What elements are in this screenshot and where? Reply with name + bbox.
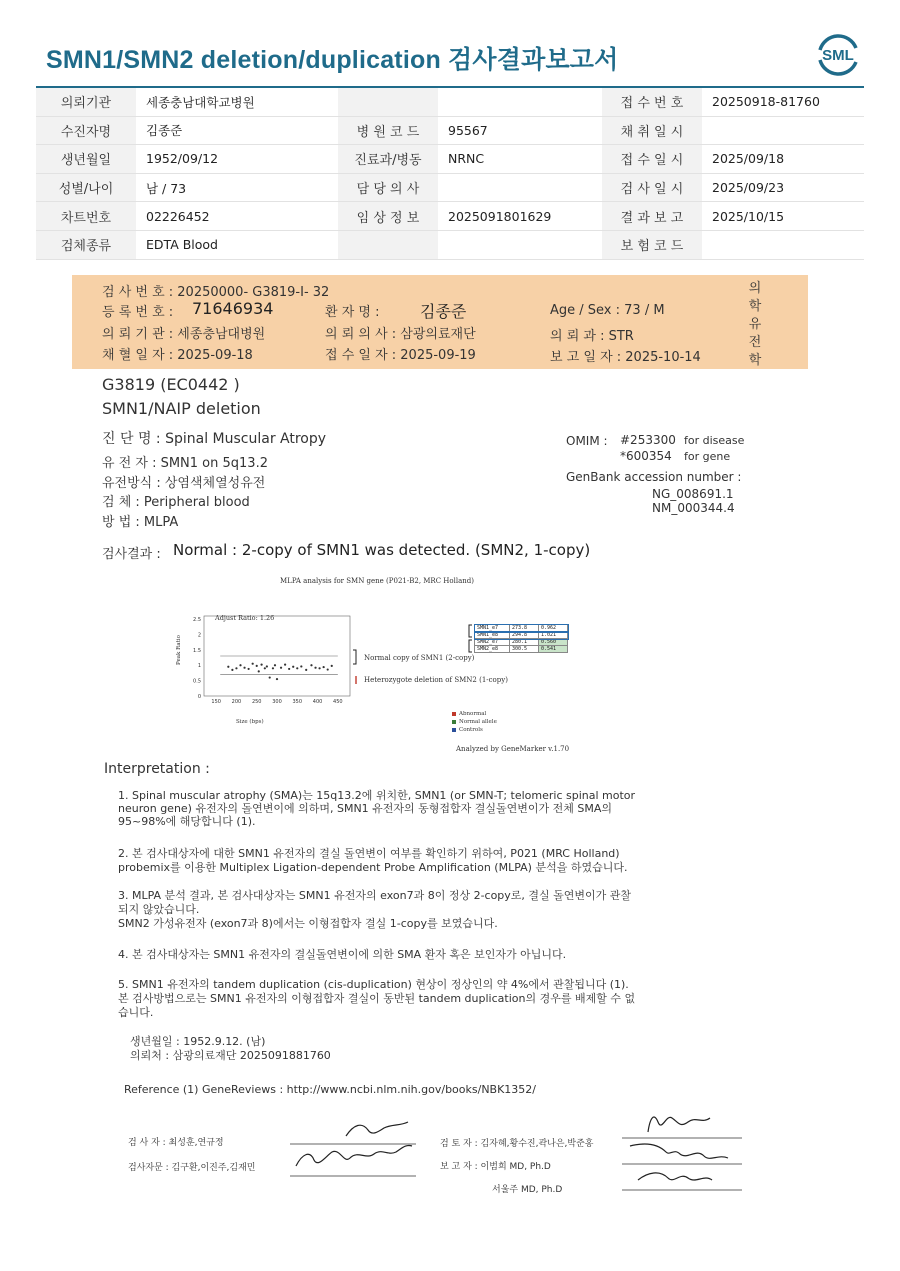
legend-swatch	[452, 720, 456, 724]
result-label: 검사결과 :	[102, 547, 161, 562]
interp-3a: 3. MLPA 분석 결과, 본 검사대상자는 SMN1 유전자의 exon7과 8이 정상 2-copy로, 결실 돌연변이가 관찰	[118, 889, 632, 902]
probe-point	[272, 667, 274, 669]
probe-ratio: 0.560	[539, 639, 568, 646]
info-label: 보 험 코 드	[602, 230, 702, 259]
birth-note: 생년월일 : 1952.9.12. (남)	[130, 1035, 266, 1048]
info-label: 성별/나이	[36, 173, 136, 202]
reviewer-signature	[618, 1108, 746, 1194]
probe-probe: SMN2_e8	[475, 646, 510, 653]
info-value	[438, 173, 602, 202]
probe-point	[296, 667, 298, 669]
info-row	[36, 145, 864, 174]
probe-size: 273.8	[510, 625, 539, 632]
probe-table	[474, 624, 568, 653]
probe-point	[256, 665, 258, 667]
legend-label: Normal allele	[459, 719, 497, 725]
probe-point	[269, 676, 271, 678]
test-code: G3819 (EC0442 )	[102, 375, 240, 394]
probe-probe: SMN1_e7	[475, 625, 510, 632]
reg-number-label: 등 록 번 호 :	[102, 305, 174, 320]
legend-swatch	[452, 728, 456, 732]
probe-point	[276, 678, 278, 680]
info-value: 1952/09/12	[136, 145, 338, 174]
probe-point	[288, 668, 290, 670]
probe-point	[239, 664, 241, 666]
probe-point	[248, 668, 250, 670]
diagnosis: 진 단 명 : Spinal Muscular Atropy	[102, 431, 327, 447]
x-tick-label: 300	[272, 699, 282, 705]
probe-point	[300, 665, 302, 667]
probe-point	[252, 663, 254, 665]
probe-point	[280, 667, 282, 669]
legend-item	[452, 710, 497, 718]
x-tick-label: 250	[251, 699, 262, 705]
genbank-label: GenBank accession number :	[566, 470, 742, 484]
info-value: 2025/10/15	[702, 202, 864, 231]
info-label: 담 당 의 사	[338, 173, 438, 202]
dept-vertical-label: 의학유전학	[748, 281, 762, 368]
probe-size: 294.8	[510, 632, 539, 639]
probe-point	[231, 669, 233, 671]
probe-point	[327, 668, 329, 670]
adjust-ratio: Adjust Ratio: 1.26	[215, 614, 275, 622]
info-label: 채 취 일 시	[602, 116, 702, 145]
probe-point	[331, 665, 333, 667]
probe-ratio: 0.962	[539, 625, 568, 632]
genbank-nm: NM_000344.4	[652, 501, 735, 515]
receipt-date: 접 수 일 자 : 2025-09-19	[325, 348, 476, 363]
x-tick-label: 450	[333, 699, 343, 705]
report-date: 보 고 일 자 : 2025-10-14	[550, 350, 701, 365]
probe-point	[258, 670, 260, 672]
probe-point	[260, 664, 262, 666]
patient-name-label: 환 자 명 :	[325, 305, 380, 320]
genbank-ng: NG_008691.1	[652, 487, 734, 501]
request-dept: 의 뢰 과 : STR	[550, 329, 634, 344]
info-label: 수진자명	[36, 116, 136, 145]
sml-logo	[812, 30, 864, 78]
interp-2a: 2. 본 검사대상자에 대한 SMN1 유전자의 결실 돌연변이 여부를 확인하기 위하여, P021 (MRC Holland)	[118, 847, 620, 860]
info-value: 김종준	[136, 116, 338, 145]
tester: 검 사 자 : 최성훈,연규정	[128, 1138, 224, 1148]
probe-row	[475, 639, 568, 646]
probe-probe: SMN2_e7	[475, 639, 510, 646]
info-row	[36, 88, 864, 116]
info-row	[36, 116, 864, 145]
info-value	[702, 116, 864, 145]
probe-ratio-table	[474, 624, 568, 653]
info-value: 세종충남대학교병원	[136, 88, 338, 116]
x-axis-label: Size (bps)	[236, 719, 264, 725]
probe-row	[475, 625, 568, 632]
info-value: NRNC	[438, 145, 602, 174]
request-doctor: 의 뢰 의 사 : 삼광의료재단	[325, 327, 476, 342]
probe-bracket	[467, 624, 473, 654]
probe-point	[314, 667, 316, 669]
y-axis-label: Peak Ratio	[176, 635, 182, 665]
probe-row	[475, 646, 568, 653]
info-value: 95567	[438, 116, 602, 145]
info-label: 결 과 보 고	[602, 202, 702, 231]
info-row	[36, 230, 864, 259]
reporter: 보 고 자 : 이범희 MD, Ph.D	[440, 1162, 551, 1172]
probe-size: 300.5	[510, 646, 539, 653]
info-label: 차트번호	[36, 202, 136, 231]
info-row	[36, 202, 864, 231]
advisor: 검사자문 : 김구환,이진주,김재민	[128, 1163, 256, 1173]
info-value: 남 / 73	[136, 173, 338, 202]
info-label: 생년월일	[36, 145, 136, 174]
analyzed-by: Analyzed by GeneMarker v.1.70	[456, 745, 570, 753]
info-value: 20250918-81760	[702, 88, 864, 116]
y-tick-label: 0.5	[193, 678, 201, 685]
omim-gene: *600354	[620, 449, 672, 463]
info-value: 2025091801629	[438, 202, 602, 231]
interp-1c: 95~98%에 해당합니다 (1).	[118, 815, 256, 828]
info-label: 접 수 일 시	[602, 145, 702, 174]
y-tick-label: 1.5	[193, 647, 201, 654]
note-smn1: Normal copy of SMN1 (2-copy)	[364, 654, 475, 662]
info-value	[702, 230, 864, 259]
info-value: 2025/09/18	[702, 145, 864, 174]
interp-5a: 5. SMN1 유전자의 tandem duplication (cis-duplication) 현상이 정상인의 약 4%에서 관찰됩니다 (1).	[118, 978, 629, 991]
logo-text: SML	[822, 47, 854, 64]
mlpa-chart	[182, 610, 354, 710]
result-text: Normal : 2-copy of SMN1 was detected. (SMN2, 1-copy)	[173, 541, 591, 559]
legend-swatch	[452, 712, 456, 716]
inheritance: 유전방식 : 상염색체열성유전	[102, 476, 266, 491]
info-label: 접 수 번 호	[602, 88, 702, 116]
omim-disease-note: for disease	[684, 434, 745, 447]
figure-title: MLPA analysis for SMN gene (P021-B2, MRC Holland)	[280, 577, 474, 585]
probe-point	[292, 666, 294, 668]
interp-5b: 본 검사방법으로는 SMN1 유전자의 이형접합자 결실이 동반된 tandem duplication의 경우를 배제할 수 없	[118, 992, 636, 1005]
probe-point	[235, 667, 237, 669]
figure-legend	[452, 710, 497, 734]
probe-point	[264, 667, 266, 669]
info-label: 검 사 일 시	[602, 173, 702, 202]
note-smn2: Heterozygote deletion of SMN2 (1-copy)	[364, 676, 508, 684]
info-label	[338, 88, 438, 116]
probe-point	[266, 665, 268, 667]
test-name: SMN1/NAIP deletion	[102, 399, 261, 418]
probe-point	[310, 664, 312, 666]
y-tick-label: 2.5	[193, 617, 201, 624]
reporter2: 서울주 MD, Ph.D	[492, 1185, 563, 1195]
probe-row	[475, 632, 568, 639]
request-org: 의 뢰 기 관 : 세종충남대병원	[102, 327, 266, 342]
legend-label: Controls	[459, 727, 483, 733]
patient-name: 김종준	[420, 302, 467, 321]
figure-brackets	[352, 648, 362, 688]
specimen: 검 체 : Peripheral blood	[102, 495, 250, 510]
legend-label: Abnormal	[459, 711, 487, 717]
info-label: 진료과/병동	[338, 145, 438, 174]
omim-label: OMIM :	[566, 434, 608, 448]
interp-1a: 1. Spinal muscular atrophy (SMA)는 15q13.2에 위치한, SMN1 (or SMN-T; telomeric spinal motor	[118, 789, 636, 802]
info-label	[338, 230, 438, 259]
x-tick-label: 350	[292, 699, 303, 705]
test-number: 검 사 번 호 : 20250000- G3819-I- 32	[102, 285, 330, 300]
legend-item	[452, 726, 497, 734]
probe-point	[243, 667, 245, 669]
info-value: 2025/09/23	[702, 173, 864, 202]
info-row	[36, 173, 864, 202]
collect-date: 채 혈 일 자 : 2025-09-18	[102, 348, 253, 363]
interp-3c: SMN2 가성유전자 (exon7과 8)에서는 이형접합자 결실 1-copy를 보였습니다.	[118, 917, 498, 930]
probe-point	[318, 667, 320, 669]
method: 방 법 : MLPA	[102, 515, 179, 530]
y-tick-label: 1	[197, 663, 201, 670]
y-tick-label: 0	[197, 694, 201, 700]
age-sex: Age / Sex : 73 / M	[550, 303, 665, 318]
probe-point	[274, 664, 276, 666]
tester-signature	[288, 1118, 418, 1180]
probe-size: 280.1	[510, 639, 539, 646]
info-value: EDTA Blood	[136, 230, 338, 259]
info-label: 검체종류	[36, 230, 136, 259]
x-tick-label: 150	[211, 699, 221, 705]
report-title: SMN1/SMN2 deletion/duplication 검사결과보고서	[46, 46, 619, 74]
probe-point	[284, 664, 286, 666]
omim-gene-note: for gene	[684, 450, 731, 463]
probe-ratio: 0.541	[539, 646, 568, 653]
info-label: 병 원 코 드	[338, 116, 438, 145]
x-tick-label: 400	[312, 699, 323, 705]
info-value	[438, 88, 602, 116]
info-value	[438, 230, 602, 259]
interpretation-title: Interpretation :	[104, 761, 210, 777]
info-value: 02226452	[136, 202, 338, 231]
x-tick-label: 200	[231, 699, 242, 705]
probe-ratio: 1.021	[539, 632, 568, 639]
client-note: 의뢰처 : 삼광의료재단 2025091881760	[130, 1049, 331, 1062]
probe-probe: SMN1_e8	[475, 632, 510, 639]
interp-5c: 습니다.	[118, 1006, 154, 1019]
omim-disease: #253300	[620, 433, 676, 447]
probe-point	[305, 669, 307, 671]
reg-number: 71646934	[192, 299, 274, 318]
reference: Reference (1) GeneReviews : http://www.ncbi.nlm.nih.gov/books/NBK1352/	[124, 1083, 537, 1096]
interp-4: 4. 본 검사대상자는 SMN1 유전자의 결실돌연변이에 의한 SMA 환자 혹은 보인자가 아닙니다.	[118, 948, 567, 961]
reviewer: 검 토 자 : 김자혜,황수진,곽나은,박준홍	[440, 1139, 594, 1149]
gene: 유 전 자 : SMN1 on 5q13.2	[102, 456, 268, 471]
legend-item	[452, 718, 497, 726]
interp-2b: probemix를 이용한 Multiplex Ligation-dependent Probe Amplification (MLPA) 분석을 하였습니다.	[118, 861, 628, 874]
probe-point	[227, 666, 229, 668]
interp-3b: 되지 않았습니다.	[118, 903, 200, 916]
y-tick-label: 2	[197, 632, 201, 639]
interp-1b: neuron gene) 유전자의 돌연변이에 의하며, SMN1 유전자의 동형접합자 결실돌연변이가 전체 SMA의	[118, 802, 613, 815]
probe-point	[323, 666, 325, 668]
info-label: 임 상 정 보	[338, 202, 438, 231]
patient-info-table	[36, 88, 864, 260]
info-label: 의뢰기관	[36, 88, 136, 116]
